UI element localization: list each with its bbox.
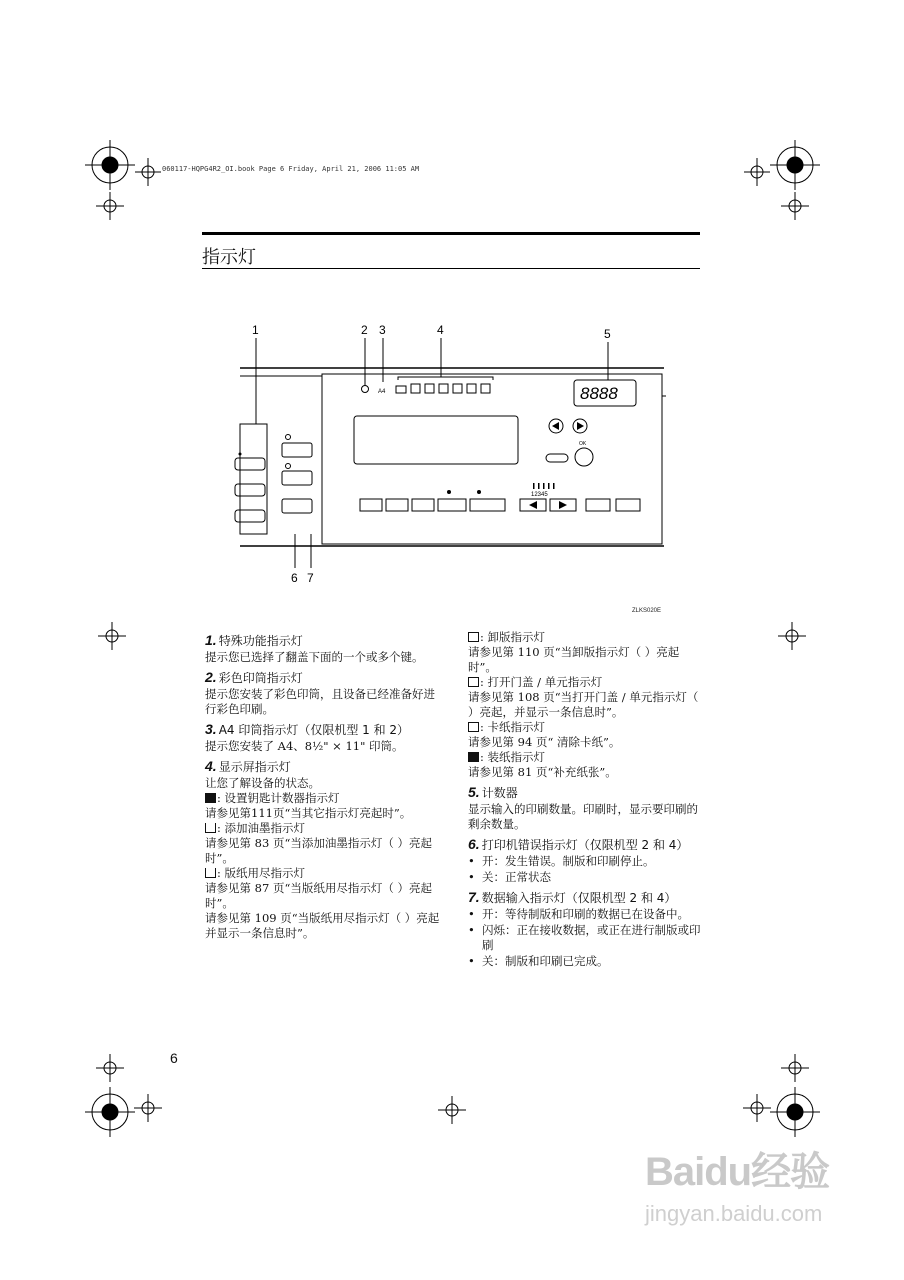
page-title: 指示灯 — [202, 247, 256, 268]
callout-3: 3 — [379, 323, 386, 337]
ink-indicator: : 添加油墨指示灯 — [205, 821, 441, 836]
reg-mark-bottom-center — [438, 1096, 466, 1124]
paper-ref: 请参见第 81 页“补充纸张”。 — [468, 765, 617, 779]
section-5-heading: 5. 计数器 — [468, 784, 518, 800]
key-counter-icon — [205, 793, 216, 803]
callout-1: 1 — [252, 323, 259, 337]
door-indicator: : 打开门盖 / 单元指示灯 — [468, 675, 704, 690]
section-7-bullet-1: • 开：等待制版和印刷的数据已在设备中。 — [468, 907, 704, 922]
section-6-bullet-1: • 开：发生错误。制版和印刷停止。 — [468, 854, 704, 869]
reg-mark-mid-right — [778, 622, 806, 650]
section-7-bullet-2: • 闪烁：正在接收数据，或正在进行制版或印刷 — [468, 923, 704, 953]
callout-5: 5 — [604, 327, 611, 341]
section-6-heading: 6. 打印机错误指示灯（仅限机型 2 和 4） — [468, 836, 689, 852]
section-6-bullet-2: • 关：正常状态 — [468, 870, 704, 885]
slot-numbers: 12345 — [531, 492, 548, 498]
section-3-heading: 3. A4 印筒指示灯（仅限机型 1 和 2） — [205, 721, 410, 737]
reg-mark-mid-left — [98, 622, 126, 650]
section-3-text: 提示您安装了 A4、8½" × 11" 印筒。 — [205, 739, 404, 753]
section-2-text: 提示您安装了彩色印筒，且设备已经准备好进行彩色印刷。 — [205, 687, 435, 716]
section-2-heading: 2. 彩色印筒指示灯 — [205, 669, 303, 685]
reg-mark-bottom-left — [85, 1054, 162, 1137]
unload-ref: 请参见第 110 页“当卸版指示灯（ ）亮起时”。 — [468, 645, 680, 674]
ink-ref: 请参见第 83 页“当添加油墨指示灯（ ）亮起时”。 — [205, 836, 432, 865]
watermark — [645, 1140, 829, 1227]
callout-4: 4 — [437, 323, 444, 337]
master-end-ref-1: 请参见第 87 页“当版纸用尽指示灯（ ）亮起时”。 — [205, 881, 432, 910]
master-end-indicator: : 版纸用尽指示灯 — [205, 866, 441, 881]
open-door-icon — [468, 677, 479, 687]
left-column — [205, 628, 441, 941]
book-header: 060117-HQPG4R2_OI.book Page 6 Friday, April 21, 2006 11:05 AM — [162, 165, 420, 173]
unload-icon — [468, 632, 479, 642]
paper-jam-icon — [468, 722, 479, 732]
control-panel-diagram — [230, 316, 670, 591]
master-end-ref-2: 请参见第 109 页“当版纸用尽指示灯（ ）亮起并显示一条信息时”。 — [205, 911, 440, 940]
section-7-bullet-3: • 关：制版和印刷已完成。 — [468, 954, 704, 969]
callout-2: 2 — [361, 323, 368, 337]
reg-mark-bottom-right — [743, 1054, 820, 1137]
callout-6: 6 — [291, 571, 298, 585]
key-counter-indicator: : 设置钥匙计数器指示灯 — [205, 791, 441, 806]
paper-indicator: : 装纸指示灯 — [468, 750, 704, 765]
a4-label: A4 — [378, 389, 386, 395]
right-column — [468, 628, 704, 970]
title-rule — [202, 268, 700, 269]
section-4-heading: 4. 显示屏指示灯 — [205, 758, 291, 774]
section-1-heading: 1. 特殊功能指示灯 — [205, 632, 303, 648]
section-1-text: 提示您已选择了翻盖下面的一个或多个键。 — [205, 650, 424, 664]
counter-display: 8888 — [580, 384, 618, 403]
callout-7: 7 — [307, 571, 314, 585]
watermark-logo: Baidu经验 — [645, 1150, 830, 1194]
section-5-text: 显示输入的印刷数量。印刷时，显示要印刷的剩余数量。 — [468, 802, 698, 831]
ok-label: OK — [579, 441, 587, 447]
title-bar — [202, 232, 700, 235]
watermark-url: jingyan.baidu.com — [645, 1201, 823, 1226]
image-code: ZLKS020E — [632, 608, 662, 614]
master-end-icon — [205, 868, 216, 878]
page-number: 6 — [170, 1050, 178, 1066]
jam-indicator: : 卡纸指示灯 — [468, 720, 704, 735]
reg-mark-top-left — [85, 140, 161, 220]
unload-indicator: : 卸版指示灯 — [468, 630, 704, 645]
jam-ref: 请参见第 94 页“ 清除卡纸”。 — [468, 735, 621, 749]
key-counter-ref: 请参见第111页“当其它指示灯亮起时”。 — [205, 806, 412, 820]
section-4-text: 让您了解设备的状态。 — [205, 776, 320, 790]
load-paper-icon — [468, 752, 479, 762]
section-7-heading: 7. 数据输入指示灯（仅限机型 2 和 4） — [468, 889, 677, 905]
door-ref: 请参见第 108 页“当打开门盖 / 单元指示灯（ ）亮起，并显示一条信息时”。 — [468, 690, 699, 719]
reg-mark-top-right — [744, 140, 820, 220]
add-ink-icon — [205, 823, 216, 833]
